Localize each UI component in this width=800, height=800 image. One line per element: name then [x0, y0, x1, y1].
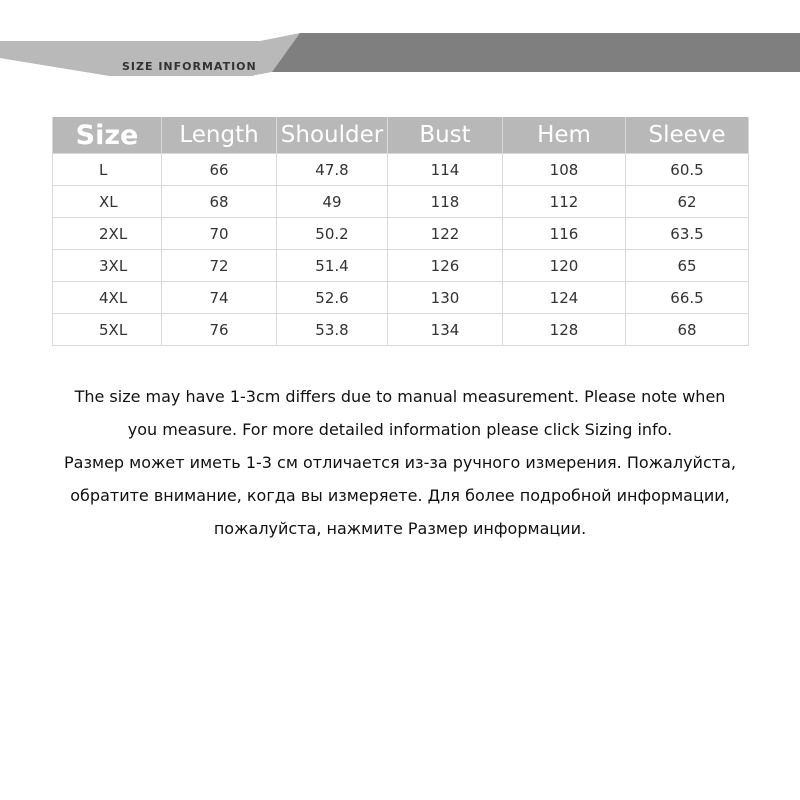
- cell-bust: 126: [388, 250, 503, 282]
- header-hem: Hem: [503, 117, 626, 154]
- cell-hem: 116: [503, 218, 626, 250]
- table-row: [53, 154, 749, 186]
- cell-length: 68: [162, 186, 277, 218]
- table-row: [53, 282, 749, 314]
- cell-sleeve: 60.5: [626, 154, 749, 186]
- cell-size: 4XL: [53, 282, 162, 314]
- table-header-row: [53, 117, 749, 154]
- header-shoulder: Shoulder: [277, 117, 388, 154]
- measurement-notes: [0, 380, 800, 545]
- cell-hem: 112: [503, 186, 626, 218]
- cell-length: 76: [162, 314, 277, 346]
- cell-size: L: [53, 154, 162, 186]
- cell-shoulder: 51.4: [277, 250, 388, 282]
- cell-sleeve: 66.5: [626, 282, 749, 314]
- table-row: [53, 250, 749, 282]
- cell-hem: 120: [503, 250, 626, 282]
- banner-title: SIZE INFORMATION: [122, 60, 257, 73]
- note-line: you measure. For more detailed information please click Sizing info.: [127, 420, 673, 439]
- cell-sleeve: 63.5: [626, 218, 749, 250]
- cell-bust: 134: [388, 314, 503, 346]
- cell-sleeve: 68: [626, 314, 749, 346]
- cell-length: 72: [162, 250, 277, 282]
- cell-shoulder: 52.6: [277, 282, 388, 314]
- table-row: [53, 186, 749, 218]
- cell-length: 66: [162, 154, 277, 186]
- header-length: Length: [162, 117, 277, 154]
- cell-shoulder: 53.8: [277, 314, 388, 346]
- cell-hem: 108: [503, 154, 626, 186]
- note-line: Размер может иметь 1-3 см отличается из-за ручного измерения. Пожалуйста,: [64, 453, 736, 472]
- cell-sleeve: 62: [626, 186, 749, 218]
- cell-bust: 114: [388, 154, 503, 186]
- note-line: пожалуйста, нажмите Размер информации.: [213, 519, 587, 538]
- cell-shoulder: 50.2: [277, 218, 388, 250]
- cell-hem: 128: [503, 314, 626, 346]
- table-row: [53, 314, 749, 346]
- cell-size: XL: [53, 186, 162, 218]
- header-size: Size: [53, 117, 162, 154]
- size-table: [52, 117, 749, 346]
- cell-bust: 130: [388, 282, 503, 314]
- cell-sleeve: 65: [626, 250, 749, 282]
- cell-size: 5XL: [53, 314, 162, 346]
- cell-bust: 118: [388, 186, 503, 218]
- header-bust: Bust: [388, 117, 503, 154]
- cell-length: 74: [162, 282, 277, 314]
- table-row: [53, 218, 749, 250]
- cell-length: 70: [162, 218, 277, 250]
- note-line: The size may have 1-3cm differs due to manual measurement. Please note when: [74, 387, 726, 406]
- size-table-container: [52, 117, 749, 346]
- banner-stripe: [0, 0, 800, 90]
- cell-bust: 122: [388, 218, 503, 250]
- size-info-banner: [0, 0, 800, 90]
- note-line: обратите внимание, когда вы измеряете. Для более подробной информации,: [70, 486, 730, 505]
- header-sleeve: Sleeve: [626, 117, 749, 154]
- cell-shoulder: 49: [277, 186, 388, 218]
- cell-size: 2XL: [53, 218, 162, 250]
- cell-shoulder: 47.8: [277, 154, 388, 186]
- cell-size: 3XL: [53, 250, 162, 282]
- cell-hem: 124: [503, 282, 626, 314]
